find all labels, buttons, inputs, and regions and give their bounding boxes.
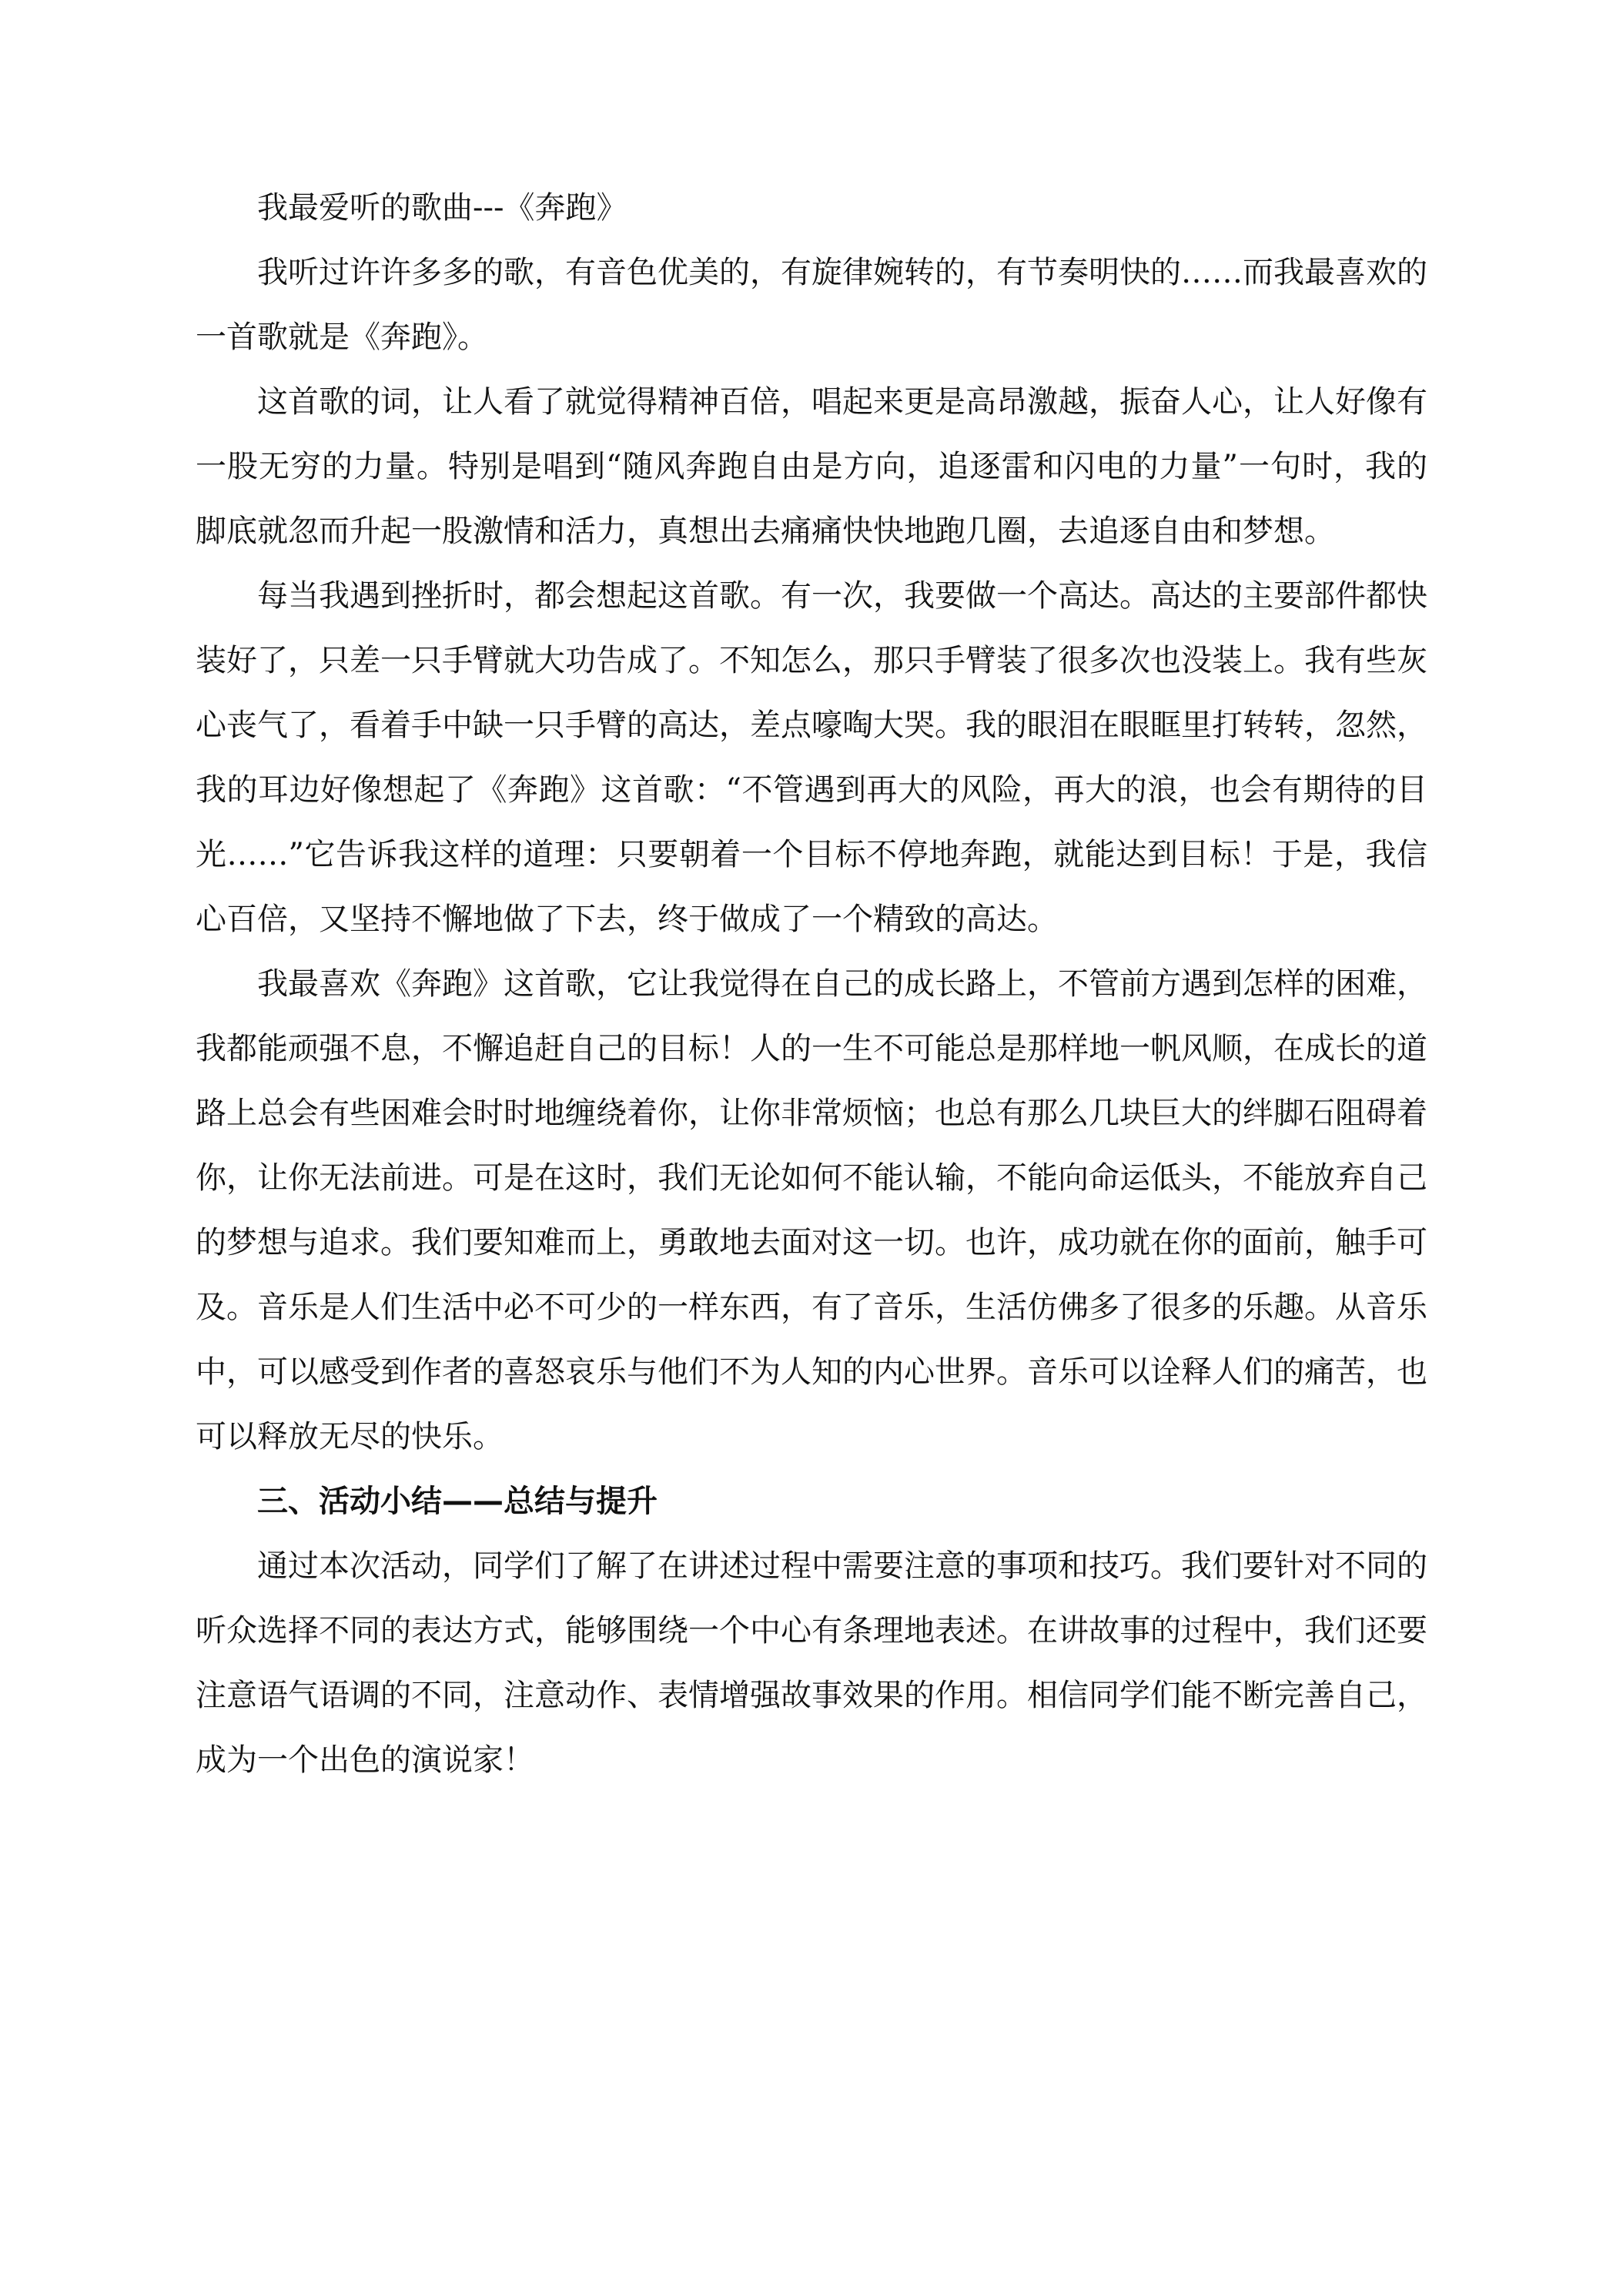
paragraph-1: 我听过许许多多的歌，有音色优美的，有旋律婉转的，有节奏明快的……而我最喜欢的一首歌就是《奔跑》。 [196,255,1427,355]
section-heading: 三、活动小结——总结与提升 [257,1484,658,1519]
summary-paragraph: 通过本次活动，同学们了解了在讲述过程中需要注意的事项和技巧。我们要针对不同的听众选择不同的表达方式，能够围绕一个中心有条理地表述。在讲故事的过程中，我们还要注意语气语调的不同，注意动作、表情增强故事效果的作用。相信同学们能不断完善自己，成为一个出色的演说家！ [196,1548,1427,1778]
document-body [196,176,1427,1792]
paragraph-2: 这首歌的词，让人看了就觉得精神百倍，唱起来更是高昂激越，振奋人心，让人好像有一股无穷的力量。特别是唱到“随风奔跑自由是方向，追逐雷和闪电的力量”一句时，我的脚底就忽而升起一股激情和活力，真想出去痛痛快快地跑几圈，去追逐自由和梦想。 [196,384,1427,549]
essay-title: 我最爱听的歌曲---《奔跑》 [257,190,627,226]
paragraph-3: 每当我遇到挫折时，都会想起这首歌。有一次，我要做一个高达。高达的主要部件都快装好了，只差一只手臂就大功告成了。不知怎么，那只手臂装了很多次也没装上。我有些灰心丧气了，看着手中缺一只手臂的高达，差点嚎啕大哭。我的眼泪在眼眶里打转转，忽然，我的耳边好像想起了《奔跑》这首歌：“不管遇到再大的风险，再大的浪，也会有期待的目光……”它告诉我这样的道理：只要朝着一个目标不停地奔跑，就能达到目标！于是，我信心百倍，又坚持不懈地做了下去，终于做成了一个精致的高达。 [196,578,1427,937]
paragraph-4: 我最喜欢《奔跑》这首歌，它让我觉得在自己的成长路上，不管前方遇到怎样的困难，我都能顽强不息，不懈追赶自己的目标！人的一生不可能总是那样地一帆风顺，在成长的道路上总会有些困难会时时地缠绕着你，让你非常烦恼；也总有那么几块巨大的绊脚石阻碍着你，让你无法前进。可是在这时，我们无论如何不能认输，不能向命运低头，不能放弃自己的梦想与追求。我们要知难而上，勇敢地去面对这一切。也许，成功就在你的面前，触手可及。音乐是人们生活中必不可少的一样东西，有了音乐，生活仿佛多了很多的乐趣。从音乐中，可以感受到作者的喜怒哀乐与他们不为人知的内心世界。音乐可以诠释人们的痛苦，也可以释放无尽的快乐。 [196,966,1427,1454]
